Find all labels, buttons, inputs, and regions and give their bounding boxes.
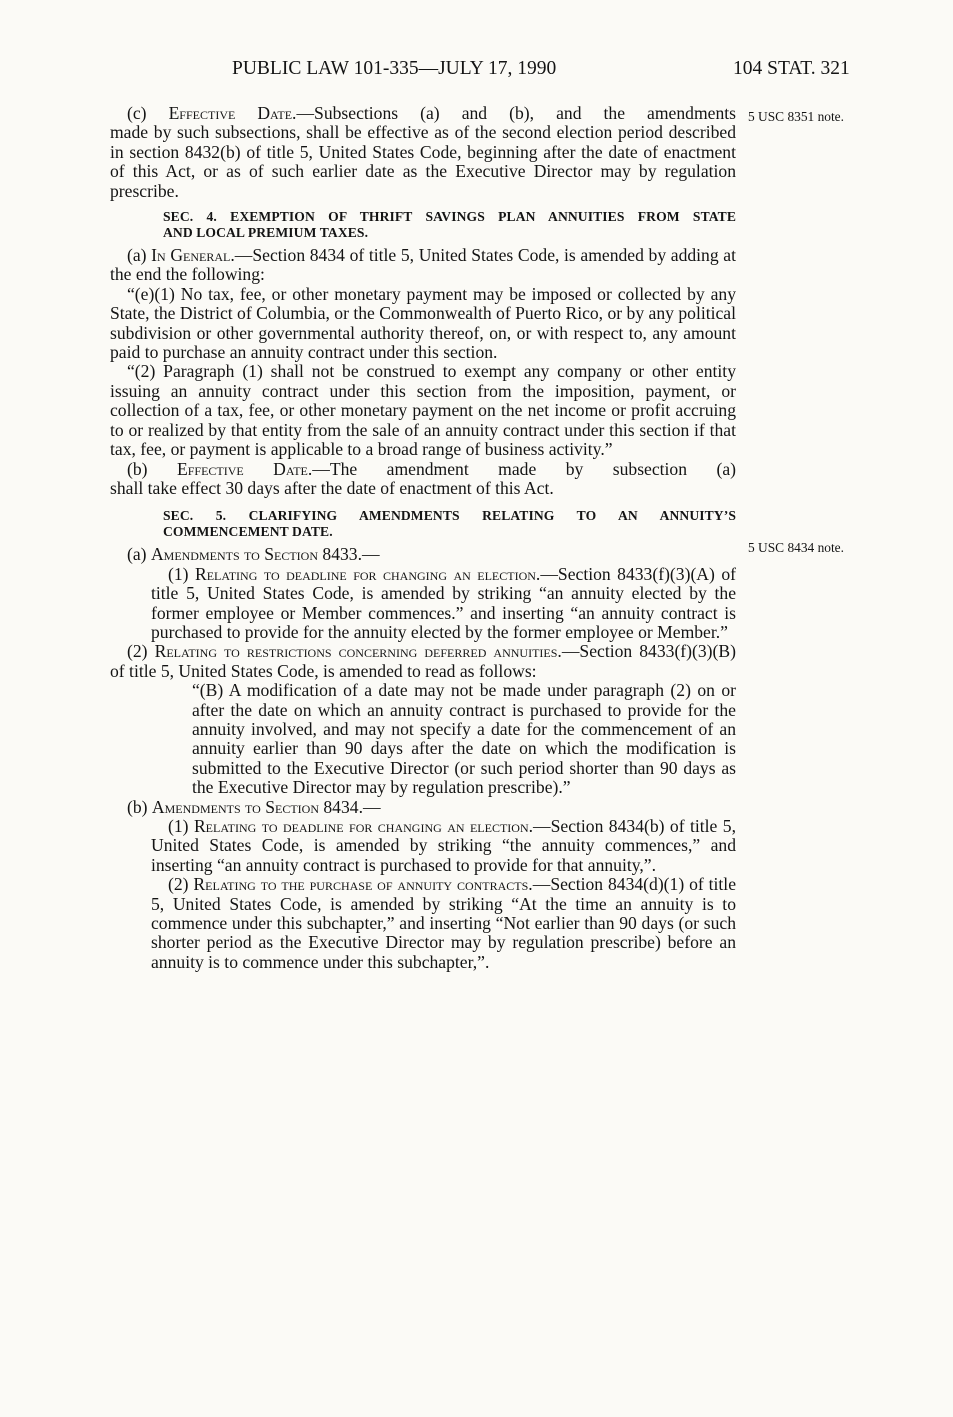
header-stat-page: 104 STAT. 321 [733, 58, 850, 79]
sec-4-heading-line1: SEC. 4. EXEMPTION OF THRIFT SAVINGS PLAN ANNUITIES FROM STATE [163, 209, 736, 225]
margin-note-8351: 5 USC 8351 note. [748, 109, 844, 124]
sec-4-heading [110, 209, 736, 241]
subsection-a-paragraph-2: (2) Relating to restrictions concerning deferred annuities.—Section 8433(f)(3)(B) of title 5, United States Code, is amended to read as follows: [110, 641, 736, 681]
sec-5-heading-line1: SEC. 5. CLARIFYING AMENDMENTS RELATING TO AN ANNUITY’S [163, 508, 736, 524]
effective-date-line1: (c) Effective Date.—Subsections (a) and (b), and the amendments [127, 103, 736, 123]
sec-5-heading [110, 508, 736, 540]
page-body [110, 104, 736, 972]
effective-date-paragraph: made by such subsections, shall be effective as of the second election period described in section 8432(b) of title 5, United States Code, beginning after the date of enactment of this Act, or as of such earlier date as the Executive Director may by regulation prescribe. [110, 122, 736, 201]
sec-5-subsection-a-heading: (a) Amendments to Section 8433.— [127, 544, 380, 565]
running-header [0, 58, 953, 86]
effective-date-heading-b: Effective Date. [176, 458, 313, 479]
in-general-heading: In General. [151, 245, 235, 266]
margin-note-8434: 5 USC 8434 note. [748, 540, 844, 555]
effective-date-heading: Effective Date. [168, 103, 297, 123]
paragraph-e2: “(2) Paragraph (1) shall not be construed to exempt any company or other entity issuing an annuity contract under this section from the imposition, payment, or collection of a tax, fee, or other monetary payment on the net income or profit accruing to or realized by that entity from the sale of an annuity contract under this section if that tax, fee, or payment is applicable to a broad range of business activity.” [110, 361, 736, 460]
sec-4-heading-line2: AND LOCAL PREMIUM TAXES. [163, 225, 369, 241]
subsection-b-paragraph-2: (2) Relating to the purchase of annuity contracts.—Section 8434(d)(1) of title 5, United States Code, is amended by striking “At the time an annuity is to commence under this subchapter,” and inserting “Not earlier than 90 days (or such shorter period as the Executive Director may by regulation prescribe) before an annuity is to commence under this subchapter,”. [151, 874, 737, 972]
sec-5-subsection-b-heading: (b) Amendments to Section 8434.— [127, 796, 381, 817]
sec-4-subsection-a: (a) In General.—Section 8434 of title 5, United States Code, is amended by adding at the end the following: [110, 245, 736, 285]
subsection-a-paragraph-1: (1) Relating to deadline for changing an election.—Section 8433(f)(3)(A) of title 5, United States Code, is amended by striking “an annuity elected by the former employee or Member commences.” and inserting “an annuity contract is purchased to provide for the annuity elected by the former employee or Member.” [151, 563, 736, 642]
sec-4-subsection-b: shall take effect 30 days after the date of enactment of this Act. [110, 477, 554, 498]
quoted-paragraph-b: “(B) A modification of a date may not be made under paragraph (2) on or after the date on which an annuity contract is purchased to provide for the annuity involved, and may not specify a date for the commencement of an annuity earlier than 90 days after the date on which the modification is submitted to the Executive Director (or such period shorter than 90 days as the Executive Director may by regulation prescribe).” [192, 680, 736, 798]
sec-5-heading-line2: COMMENCEMENT DATE. [163, 524, 333, 540]
header-title: PUBLIC LAW 101-335—JULY 17, 1990 [232, 58, 557, 79]
paragraph-e1: “(e)(1) No tax, fee, or other monetary payment may be imposed or collected by any State, the District of Columbia, or the Commonwealth of Puerto Rico, or by any political subdivision or other governmental authority thereof, on, or with respect to, any amount paid to purchase an annuity contract under this section. [110, 283, 736, 363]
subsection-b-paragraph-1: (1) Relating to deadline for changing an election.—Section 8434(b) of title 5, United States Code, is amended by striking “the annuity commences,” and inserting “an annuity contract is purchased to provide for that annuity,”. [151, 816, 736, 875]
sec-4-subsection-b-line1: (b) Effective Date.—The amendment made by subsection (a) [127, 458, 736, 479]
